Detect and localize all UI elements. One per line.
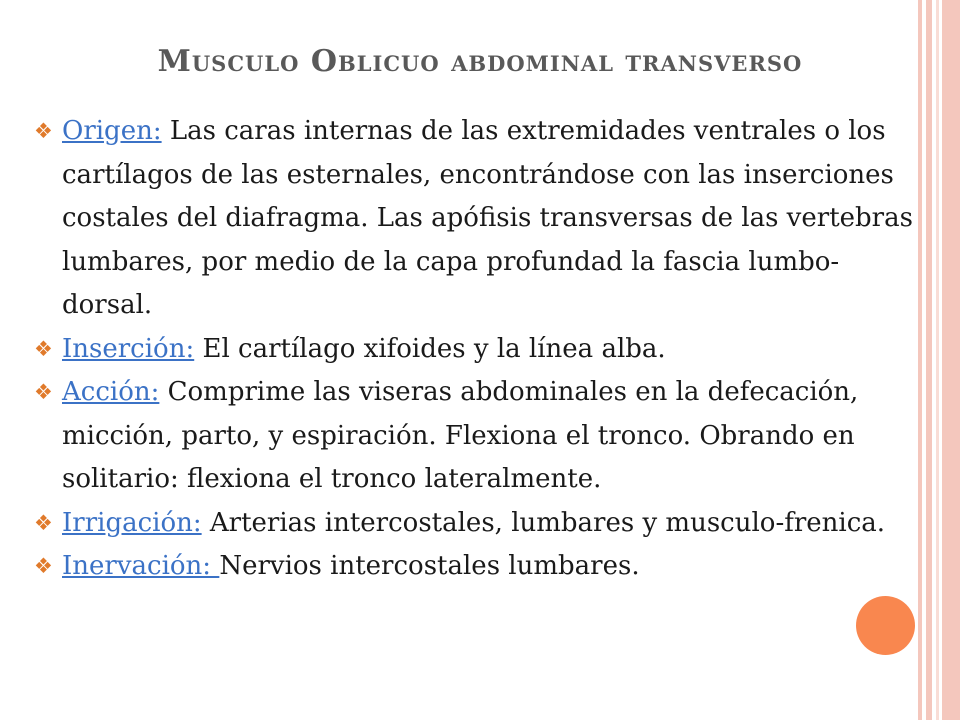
bullet-inervacion (34, 545, 924, 589)
bullet-list (34, 110, 924, 589)
accent-circle (856, 596, 915, 655)
bullet-origen (34, 110, 924, 328)
diamond-bullet-icon: ❖ (34, 119, 53, 143)
irrigacion-link[interactable]: Irrigación: (62, 507, 202, 538)
bullet-irrigacion (34, 502, 924, 546)
diamond-bullet-icon: ❖ (34, 510, 53, 535)
accion-text: Comprime las viseras abdominales en la defecación, micción, parto, y espiración. Flexiona el tronco. Obrando en solitario: flexiona el tronco lateralmente. (62, 377, 859, 494)
diamond-bullet-icon: ❖ (34, 380, 53, 404)
accion-link[interactable]: Acción: (62, 377, 160, 407)
diamond-bullet-icon: ❖ (34, 336, 53, 361)
inervacion-text: Nervios intercostales lumbares. (219, 551, 640, 581)
bullet-accion (34, 371, 924, 502)
origen-link[interactable]: Origen: (62, 116, 162, 146)
origen-text: Las caras internas de las extremidades ventrales o los cartílagos de las esternales, encontrándose con las inserciones costales del diafragma. Las apófisis transversas de las vertebras lumbares, por medio de la capa profundad la fascia lumbo-dorsal. (62, 116, 913, 320)
inervacion-link[interactable]: Inervación: (62, 551, 220, 581)
insercion-link[interactable]: Inserción: (62, 333, 195, 364)
decorative-stripe (942, 0, 960, 720)
diamond-bullet-icon: ❖ (34, 554, 53, 578)
bullet-insercion (34, 328, 924, 372)
decorative-stripe (926, 0, 932, 720)
slide-title: Musculo Oblicuo abdominal transverso (157, 44, 803, 79)
decorative-stripe (936, 0, 939, 720)
irrigacion-text: Arterias intercostales, lumbares y musculo-frenica. (201, 507, 886, 538)
insercion-text: El cartílago xifoides y la línea alba. (194, 333, 666, 364)
